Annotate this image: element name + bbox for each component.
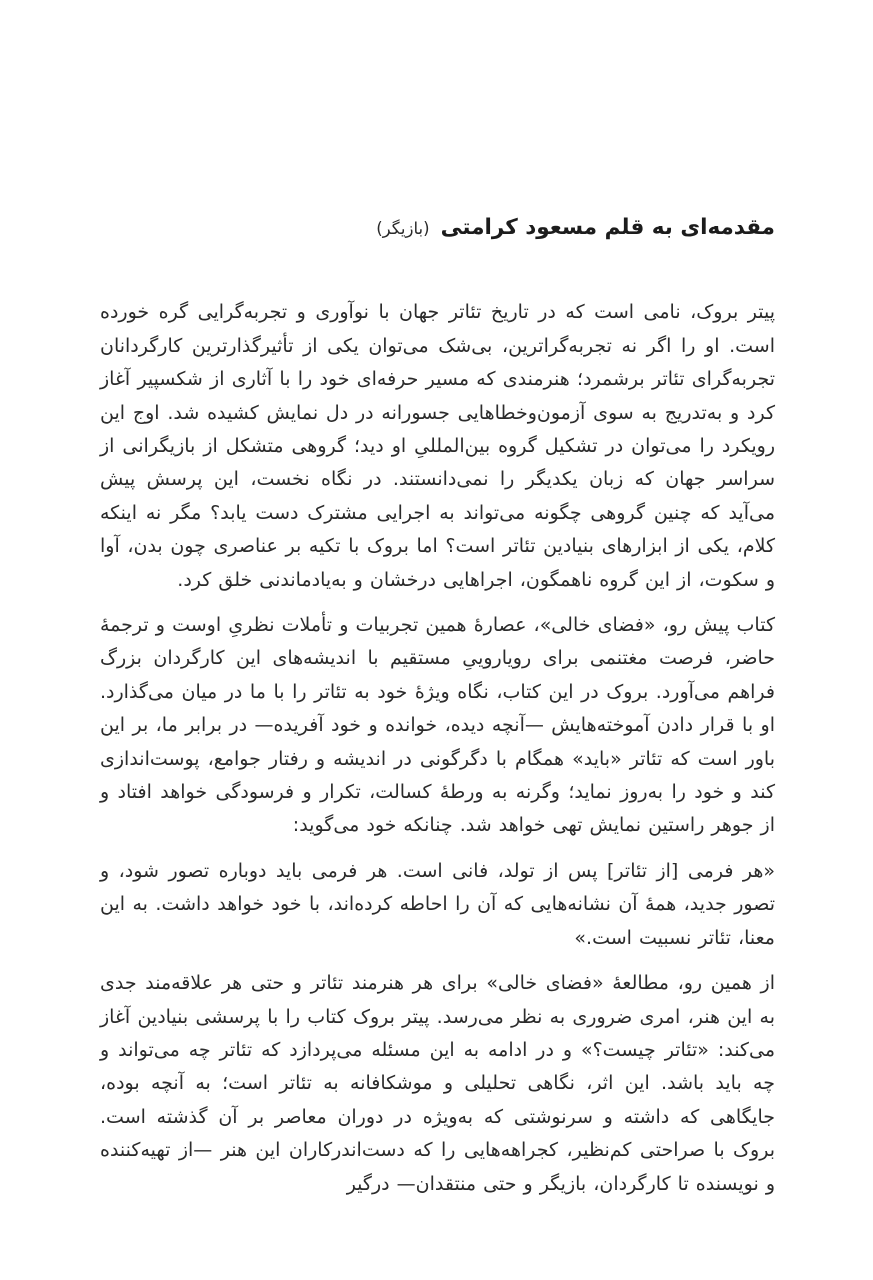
paragraph-closing: از همین رو، مطالعهٔ «فضای خالی» برای هر هنرمند تئاتر و حتی هر علاقه‌مند جدی به این هنر، امری ضروری به نظر می‌رسد. پیتر بروک کتاب را با پرسشی بنیادین آغاز می‌کند: «تئاتر چیست؟» و در ادامه به این مسئله می‌پردازد که تئاتر چه می‌تواند و چه باید باشد. این اثر، نگاهی تحلیلی و موشکافانه به تئاتر است؛ به آنچه بوده، جایگاهی که داشته و سرنوشتی که به‌ویژه در دوران معاصر بر آن گذشته است. بروک با صراحتی کم‌نظیر، کجراهه‌هایی را که دست‌اندرکاران این هنر —از تهیه‌کننده و نویسنده تا کارگردان، بازیگر و حتی منتقدان— درگیر	[100, 972, 775, 1195]
page-body-text	[100, 296, 775, 1201]
paragraph-book-description: کتاب پیش رو، «فضای خالی»، عصارهٔ همین تجربیات و تأملات نظریِ اوست و ترجمهٔ حاضر، فرصت مغتنمی برای رویاروییِ مستقیم با اندیشه‌های این کارگردان بزرگ فراهم می‌آورد. بروک در این کتاب، نگاه ویژهٔ خود به تئاتر را با ما در میان می‌گذارد. او با قرار دادن آموخته‌هایش —آنچه دیده، خوانده و خود آفریده— در برابر ما، بر این باور است که تئاتر «باید» همگام با دگرگونی در اندیشه و رفتار جوامع، پوست‌اندازی کند و خود را به‌روز نماید؛ وگرنه به ورطهٔ کسالت، تکرار و فرسودگی خواهد افتاد و از جوهر راستین نمایش تهی خواهد شد. چنانکه خود می‌گوید:	[100, 614, 775, 837]
paragraph-intro: پیتر بروک، نامی است که در تاریخ تئاتر جهان با نوآوری و تجربه‌گرایی گره خورده است. او را اگر نه تجربه‌گراترین، بی‌شک می‌توان یکی از تأثیرگذارترین کارگردانان تجربه‌گرای تئاتر برشمرد؛ هنرمندی که مسیر حرفه‌ای خود را با آثاری از شکسپیر آغاز کرد و به‌تدریج به سوی آزمون‌وخطاهایی جسورانه در دل نمایش کشیده شد. اوج این رویکرد را می‌توان در تشکیل گروه بین‌المللیِ او دید؛ گروهی متشکل از بازیگرانی از سراسر جهان که زبان یکدیگر را نمی‌دانستند. در نگاه نخست، این پرسش پیش می‌آید که چنین گروهی چگونه می‌تواند به اجرایی مشترک دست یابد؟ مگر نه اینکه کلام، یکی از ابزارهای بنیادین تئاتر است؟ اما بروک با تکیه بر عناصری چون بدن، آوا و سکوت، از این گروه ناهمگون، اجراهایی درخشان و به‌یادماندنی خلق کرد.	[100, 301, 775, 591]
page-title	[100, 200, 775, 246]
paragraph-quote: «هر فرمی [از تئاتر] پس از تولد، فانی است. هر فرمی باید دوباره تصور شود، و تصور جدید، همهٔ آن نشانه‌هایی که آن را احاطه کرده‌اند، با خود خواهد داشت. به این معنا، تئاتر نسبیت است.»	[100, 859, 775, 949]
page-title-author-note: (بازیگر)	[376, 219, 430, 238]
page-title-text: مقدمه‌ای به قلم مسعود کرامتی	[440, 215, 775, 240]
